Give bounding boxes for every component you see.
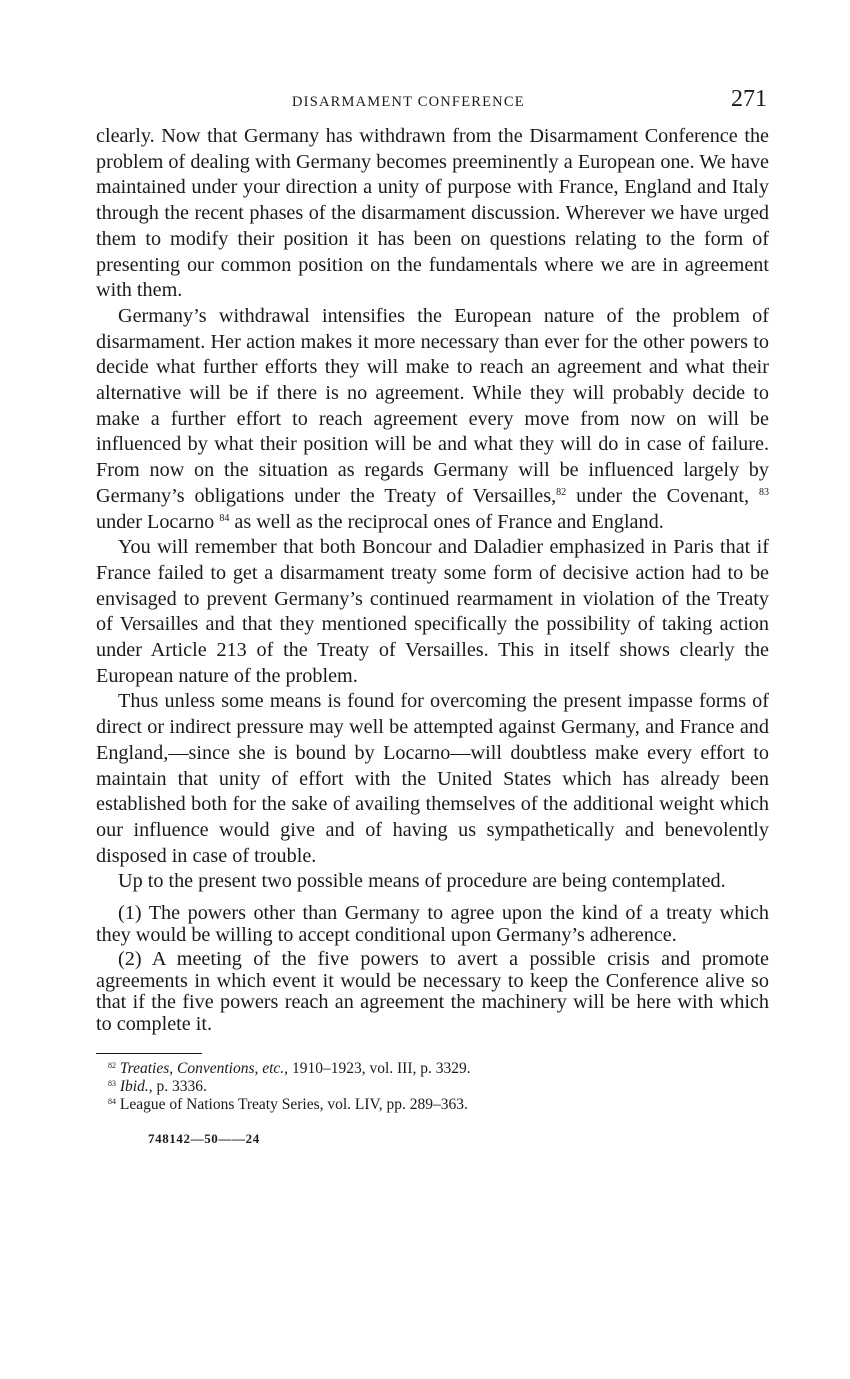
footnote-83 xyxy=(96,1078,769,1096)
footnote-83-title: Ibid., xyxy=(119,1078,153,1096)
printer-imprint: 748142—50——24 xyxy=(148,1131,260,1147)
footnote-82 xyxy=(96,1060,769,1078)
footnote-84-number: 84 xyxy=(108,1097,116,1107)
paragraph-2 xyxy=(96,304,769,535)
footnote-83-text: p. 3336. xyxy=(152,1078,207,1096)
paragraph-2-text-d: as well as the reciprocal ones of France and England. xyxy=(229,510,664,533)
list-item-2: (2) A meeting of the five powers to avert a possible crisis and promote agreements in which event it would be necessary to keep the Conference alive so that if the five powers reach an agreement the machinery will be here with which to complete it. xyxy=(96,948,769,1035)
footnote-84 xyxy=(96,1096,769,1114)
footnote-82-title: Treaties, Conventions, etc., xyxy=(119,1060,289,1078)
footnotes xyxy=(96,1060,769,1114)
footnote-ref-83: 83 xyxy=(759,486,769,498)
paragraph-5: Up to the present two possible means of procedure are being contemplated. xyxy=(118,870,726,893)
footnote-ref-84: 84 xyxy=(219,512,230,524)
footnote-82-text: 1910–1923, vol. III, p. 3329. xyxy=(288,1060,471,1078)
list-item-1: (1) The powers other than Germany to agree upon the kind of a treaty which they would be willing to accept conditional upon Germany’s adherence. xyxy=(96,902,769,946)
page-number: 271 xyxy=(731,86,767,112)
running-head xyxy=(96,84,769,124)
paragraph-2-text-c: under Locarno xyxy=(96,510,220,533)
footnote-divider xyxy=(96,1053,202,1054)
paragraph-1: clearly. Now that Germany has withdrawn from the Disarmament Conference the problem of dealing with Germany becomes preeminently a European one. We have maintained under your direction a unity of purpose with France, England and Italy through the recent phases of the disarmament discussion. Wherever we have urged them to modify their position it has been on questions relating to the form of presenting our common position on the fundamentals where we are in agreement with them. xyxy=(96,125,769,302)
footnote-82-number: 82 xyxy=(108,1061,116,1071)
paragraph-2-text-a: Germany’s withdrawal intensifies the European nature of the problem of disarmament. Her action makes it more necessary than ever for the other powers to decide what further efforts they will make to reach an agreement and what their alternative will be if there is no agreement. While they will probably decide to make a further effort to reach agreement every move from now on will be influenced by what their position will be and what they will do in case of failure. From now on the situation as regards Germany will be influenced largely by Germany’s obligations under the Treaty of Versailles, xyxy=(96,304,769,507)
footnote-ref-82: 82 xyxy=(556,486,567,498)
enumerated-list xyxy=(96,903,769,1035)
body-text xyxy=(96,124,769,895)
document-page xyxy=(96,84,769,1147)
footnote-83-number: 83 xyxy=(108,1079,116,1089)
paragraph-3: You will remember that both Boncour and Daladier emphasized in Paris that if France failed to get a disarmament treaty some form of decisive action had to be envisaged to prevent Germany’s continued rearmament in violation of the Treaty of Versailles and that they mentioned specifically the possibility of taking action under Article 213 of the Treaty of Versailles. This in itself shows clearly the European nature of the problem. xyxy=(96,536,769,687)
paragraph-2-text-b: under the Covenant, xyxy=(566,484,759,507)
running-title: DISARMAMENT CONFERENCE xyxy=(292,94,525,110)
paragraph-4: Thus unless some means is found for overcoming the present impasse forms of direct or indirect pressure may well be attempted against Germany, and France and England,—since she is bound by Locarno—will doubtless make every effort to maintain that unity of effort with the United States which has already been established both for the sake of availing themselves of the additional weight which our influence would give and of having us sympathetically and benevolently disposed in case of trouble. xyxy=(96,690,769,867)
footnote-84-text: League of Nations Treaty Series, vol. LIV, pp. 289–363. xyxy=(119,1096,468,1114)
